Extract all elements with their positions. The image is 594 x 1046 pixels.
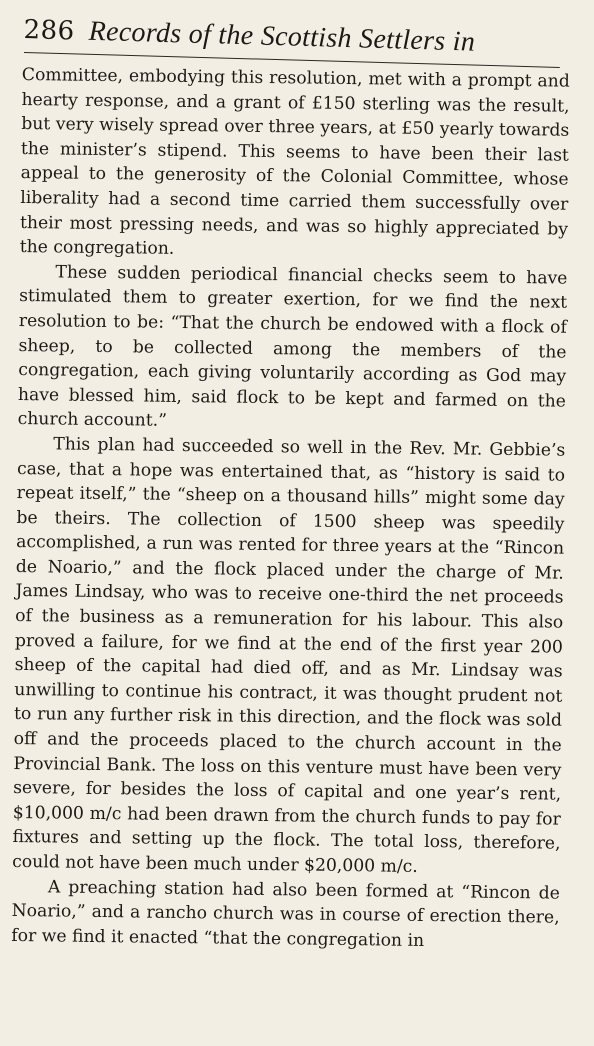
- paragraph: This plan had succeeded so well in the Rev. Mr. Gebbie’s case, that a hope was entertained that, as “history is said to repeat itself,” the “sheep on a thousand hills” might some day be theirs. The collection of 1500 sheep was speedily accomplished, a run was rented for three years at the “Rincon de Noario,” and the flock placed under the charge of Mr. James Lindsay, who was to receive one-third the net proceeds of the business as a remuneration for his labour. This also proved a failure, for we find at the end of the first year 200 sheep of the capital had died off, and as Mr. Lindsay was unwilling to continue his contract, it was thought prudent not to run any further risk in this direction, and the flock was sold off and the proceeds placed to the church account in the Provincial Bank. The loss on this venture must have been very severe, for besides the loss of capital and one year’s rent, $10,000 m/c had been drawn from the church funds to pay for fixtures and setting up the flock. The total loss, therefore, could not have been much under $20,000 m/c.: [12, 434, 566, 877]
- paragraph: These sudden periodical financial checks seem to have stimulated them to greater exertion, for we find the next resolution to be: “That the church be endowed with a flock of sheep, to be collected among the members of the congregation, each giving voluntarily according as God may have blessed him, said flock to be kept and farmed on the church account.”: [17, 262, 568, 432]
- page-number: 286: [23, 14, 76, 47]
- page-header: [23, 14, 584, 70]
- paragraph: A preaching station had also been formed at “Rincon de Noario,” and a rancho church was in course of erection there, for we find it enacted “that the congregation in: [11, 876, 561, 951]
- running-head: Records of the Scottish Settlers in: [88, 15, 476, 58]
- paragraph-continued: Committee, embodying this resolution, met with a prompt and hearty response, and a grant of £150 sterling was the result, but very wisely spread over three years, at £50 yearly towards the minister’s stipend. This seems to have been their last appeal to the generosity of the Colonial Committee, whose liberality had a second time carried them successfully over their most pressing needs, and was so highly appreciated by the congregation.: [19, 64, 570, 260]
- body-text: [11, 63, 570, 955]
